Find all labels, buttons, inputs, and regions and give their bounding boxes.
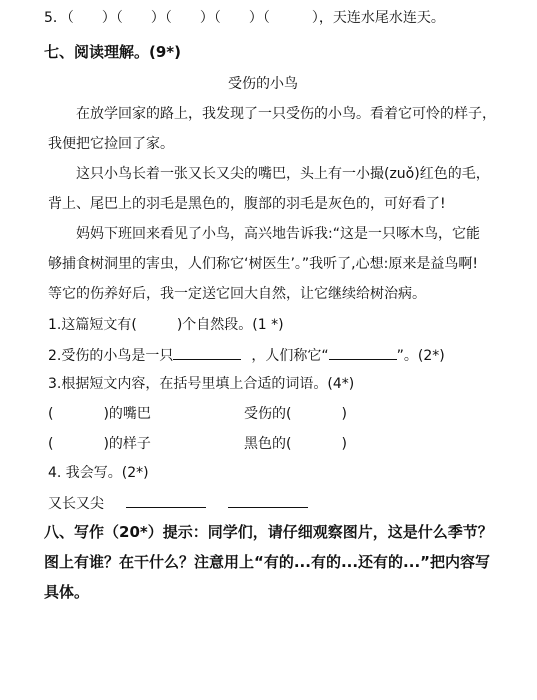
passage-p3-line3: 等它的伤养好后，我一定送它回大自然，让它继续给树治病。 [48, 286, 426, 302]
section-8-line3: 具体。 [44, 583, 90, 601]
q3-d-prefix: 黑色的( [244, 436, 292, 452]
passage-p2-line1: 这只小鸟长着一张又长又尖的嘴巴，头上有一小撮(zuǒ)红色的毛， [76, 166, 490, 182]
section-7-heading: 七、阅读理解。(9*) [44, 43, 181, 61]
question-3-item-c [48, 434, 151, 454]
question-4: 4. 我会写。(2*) [48, 465, 149, 481]
question-4-blank-2[interactable] [228, 493, 308, 508]
question-4-row [48, 493, 308, 514]
q3-d-close: ) [341, 436, 347, 452]
question-2 [48, 345, 445, 366]
question-4-blank-1[interactable] [126, 493, 206, 508]
question-3-item-a [48, 404, 151, 424]
question-1-suffix: )个自然段。(1 *) [176, 317, 284, 333]
question-2-prefix: 2.受伤的小鸟是一只 [48, 348, 174, 364]
section-8-line2: 图上有谁？在干什么？注意用上“有的...有的...还有的...”把内容写 [44, 553, 491, 571]
q3-a-open: ( [48, 406, 54, 422]
question-2-suffix: ”。(2*) [396, 348, 445, 364]
q3-c-close: )的样子 [103, 436, 151, 452]
question-2-blank-2[interactable] [329, 345, 397, 360]
question-3-item-d [244, 434, 347, 454]
q3-b-prefix: 受伤的( [244, 406, 292, 422]
question-2-middle: ，人们称它“ [251, 348, 329, 364]
q3-a-close: )的嘴巴 [103, 406, 151, 422]
question-3-item-b [244, 404, 347, 424]
passage-title: 受伤的小鸟 [228, 76, 298, 92]
passage-p1-line1: 在放学回家的路上，我发现了一只受伤的小鸟。看着它可怜的样子， [76, 106, 496, 122]
question-3: 3.根据短文内容，在括号里填上合适的词语。(4*) [48, 376, 355, 392]
passage-p1-line2: 我便把它捡回了家。 [48, 136, 174, 152]
passage-p2-line2: 背上、尾巴上的羽毛是黑色的，腹部的羽毛是灰色的，可好看了! [48, 196, 446, 212]
q3-b-close: ) [341, 406, 347, 422]
question-2-blank-1[interactable] [173, 345, 241, 360]
question-1 [48, 315, 284, 335]
passage-p3-line1: 妈妈下班回来看见了小鸟，高兴地告诉我:“这是一只啄木鸟，它能 [76, 226, 480, 242]
question-1-prefix: 1.这篇短文有( [48, 317, 137, 333]
question-4-word: 又长又尖 [48, 496, 104, 512]
section-8-line1: 八、写作（20*）提示：同学们，请仔细观察图片，这是什么季节？ [44, 523, 493, 541]
passage-p3-line2: 够捕食树洞里的害虫，人们称它‘树医生’。”我听了,心想:原来是益鸟啊! [48, 256, 478, 272]
q3-c-open: ( [48, 436, 54, 452]
question-5: 5．（ ）（ ）（ ）（ ）（ ），天连水尾水连天。 [44, 10, 445, 26]
